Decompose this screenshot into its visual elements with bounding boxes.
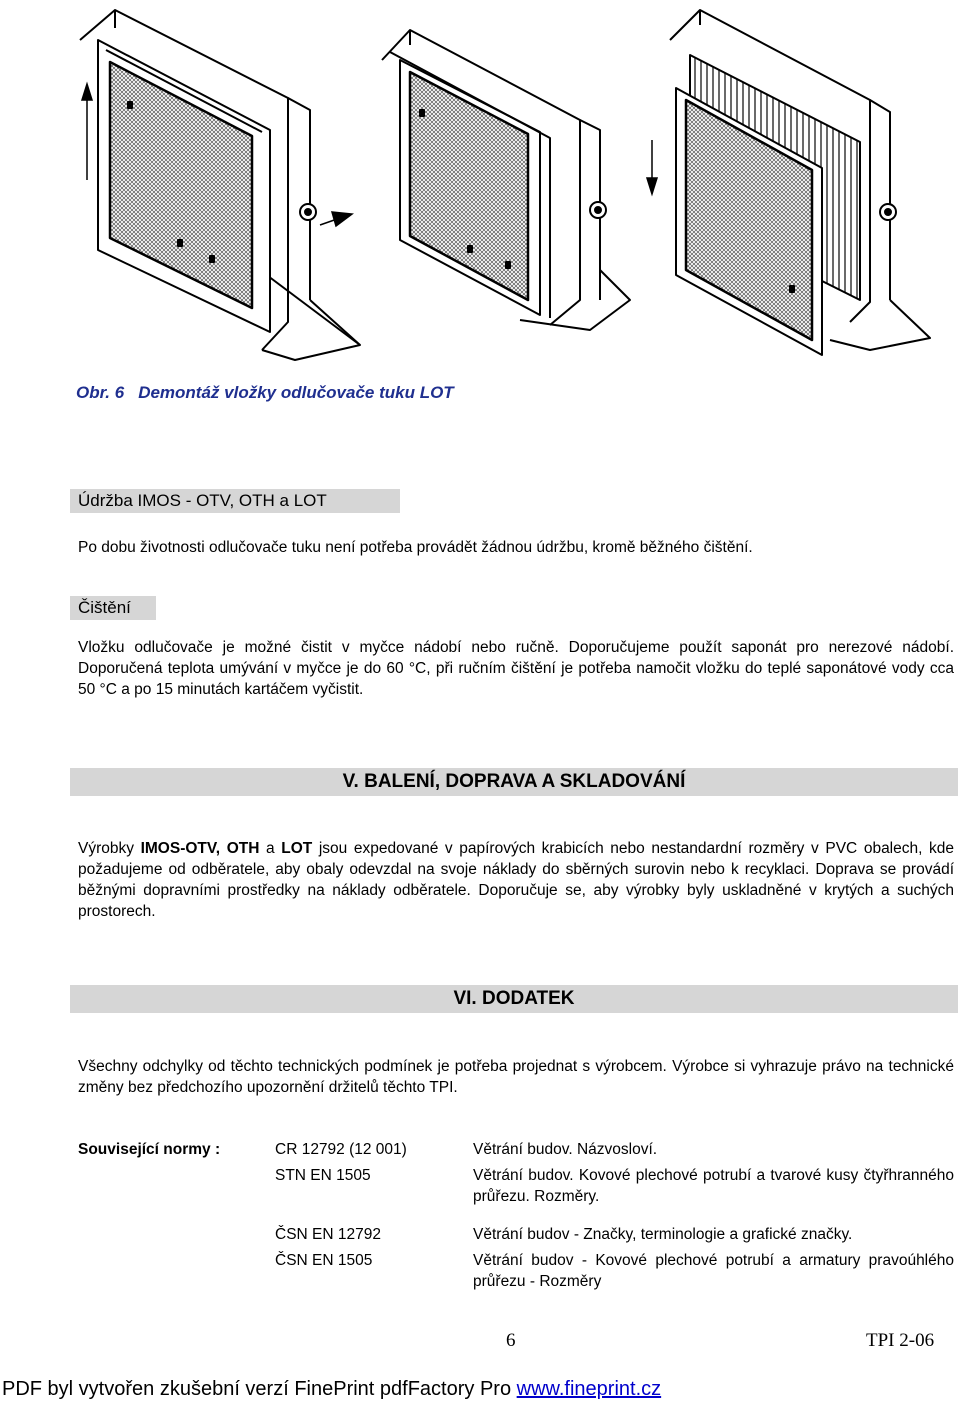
standard-description: Větrání budov. Kovové plechové potrubí a tvarové kusy čtyřhranného průřezu. Rozměry. [473, 1167, 954, 1205]
standard-code: STN EN 1505 [275, 1167, 371, 1184]
product-name-lot: LOT [281, 840, 313, 857]
arrow-right-icon [320, 212, 352, 226]
figure-caption-number: Obr. 6 [76, 383, 125, 402]
packaging-text-rest: jsou expedované v papírových krabicích nebo nestandardní rozměry v PVC obalech, kde požadujeme od odběratele, aby obaly odevzdal na svoje náklady do sběrných surovin nebo k recyklaci. Doprava se provádí běžnými dopravními prostředky na náklady odběratele. Doporučuje se, aby výrobky byly uskladněné v krytých a suchých prostorech. [78, 840, 955, 920]
standard-description: Větrání budov - Kovové plechové potrubí a armatury pravoúhlého průřezu - Rozměry [473, 1252, 954, 1290]
packaging-text-prefix: Výrobky [78, 840, 141, 857]
pdf-notice-text: PDF byl vytvořen zkušební verzí FinePrint pdfFactory Pro [2, 1378, 517, 1400]
packaging-text-mid: a [259, 840, 282, 857]
pdf-notice [2, 1378, 661, 1401]
standard-code: ČSN EN 1505 [275, 1252, 373, 1269]
appendix-heading: VI. DODATEK [70, 985, 958, 1013]
cleaning-text: Vložku odlučovače je možné čistit v myčce nádobí nebo ručně. Doporučujeme použít saponát pro nerezové nádobí. Doporučená teplota umývání v myčce je do 60 °C, při ručním čištění je potřeba namočit vložku do teplé saponátové vody cca 50 °C a po 15 minutách kartáčem vyčistit. [78, 639, 954, 698]
standard-description: Větrání budov - Značky, terminologie a grafické značky. [473, 1226, 853, 1243]
standard-description: Větrání budov. Názvosloví. [473, 1141, 658, 1158]
standard-code: CR 12792 (12 001) [275, 1141, 407, 1158]
fineprint-link[interactable]: www.fineprint.cz [516, 1378, 662, 1400]
product-name-imos: IMOS-OTV, OTH [140, 840, 260, 857]
filter-removal-illustration [70, 0, 960, 362]
filter-unit-3 [670, 10, 930, 355]
standard-code: ČSN EN 12792 [275, 1226, 381, 1243]
cleaning-heading: Čištění [70, 596, 156, 620]
packaging-heading: V. BALENÍ, DOPRAVA A SKLADOVÁNÍ [70, 768, 958, 796]
page-number: 6 [506, 1330, 516, 1351]
arrow-up-icon [82, 84, 92, 180]
maintenance-heading: Údržba IMOS - OTV, OTH a LOT [70, 489, 400, 513]
filter-unit-2 [382, 30, 630, 330]
maintenance-text: Po dobu životnosti odlučovače tuku není potřeba provádět žádnou údržbu, kromě běžného čištění. [78, 539, 753, 556]
packaging-text [78, 838, 954, 922]
standards-label: Související normy : [78, 1141, 221, 1158]
filter-unit-1 [80, 10, 360, 360]
document-code: TPI 2-06 [866, 1330, 935, 1351]
arrow-down-icon [647, 140, 657, 194]
figure-caption [76, 383, 454, 403]
appendix-text: Všechny odchylky od těchto technických podmínek je potřeba projednat s výrobcem. Výrobce si vyhrazuje právo na technické změny bez předchozího upozornění držitelů těchto TPI. [78, 1058, 954, 1096]
figure-caption-text: Demontáž vložky odlučovače tuku LOT [138, 383, 454, 402]
